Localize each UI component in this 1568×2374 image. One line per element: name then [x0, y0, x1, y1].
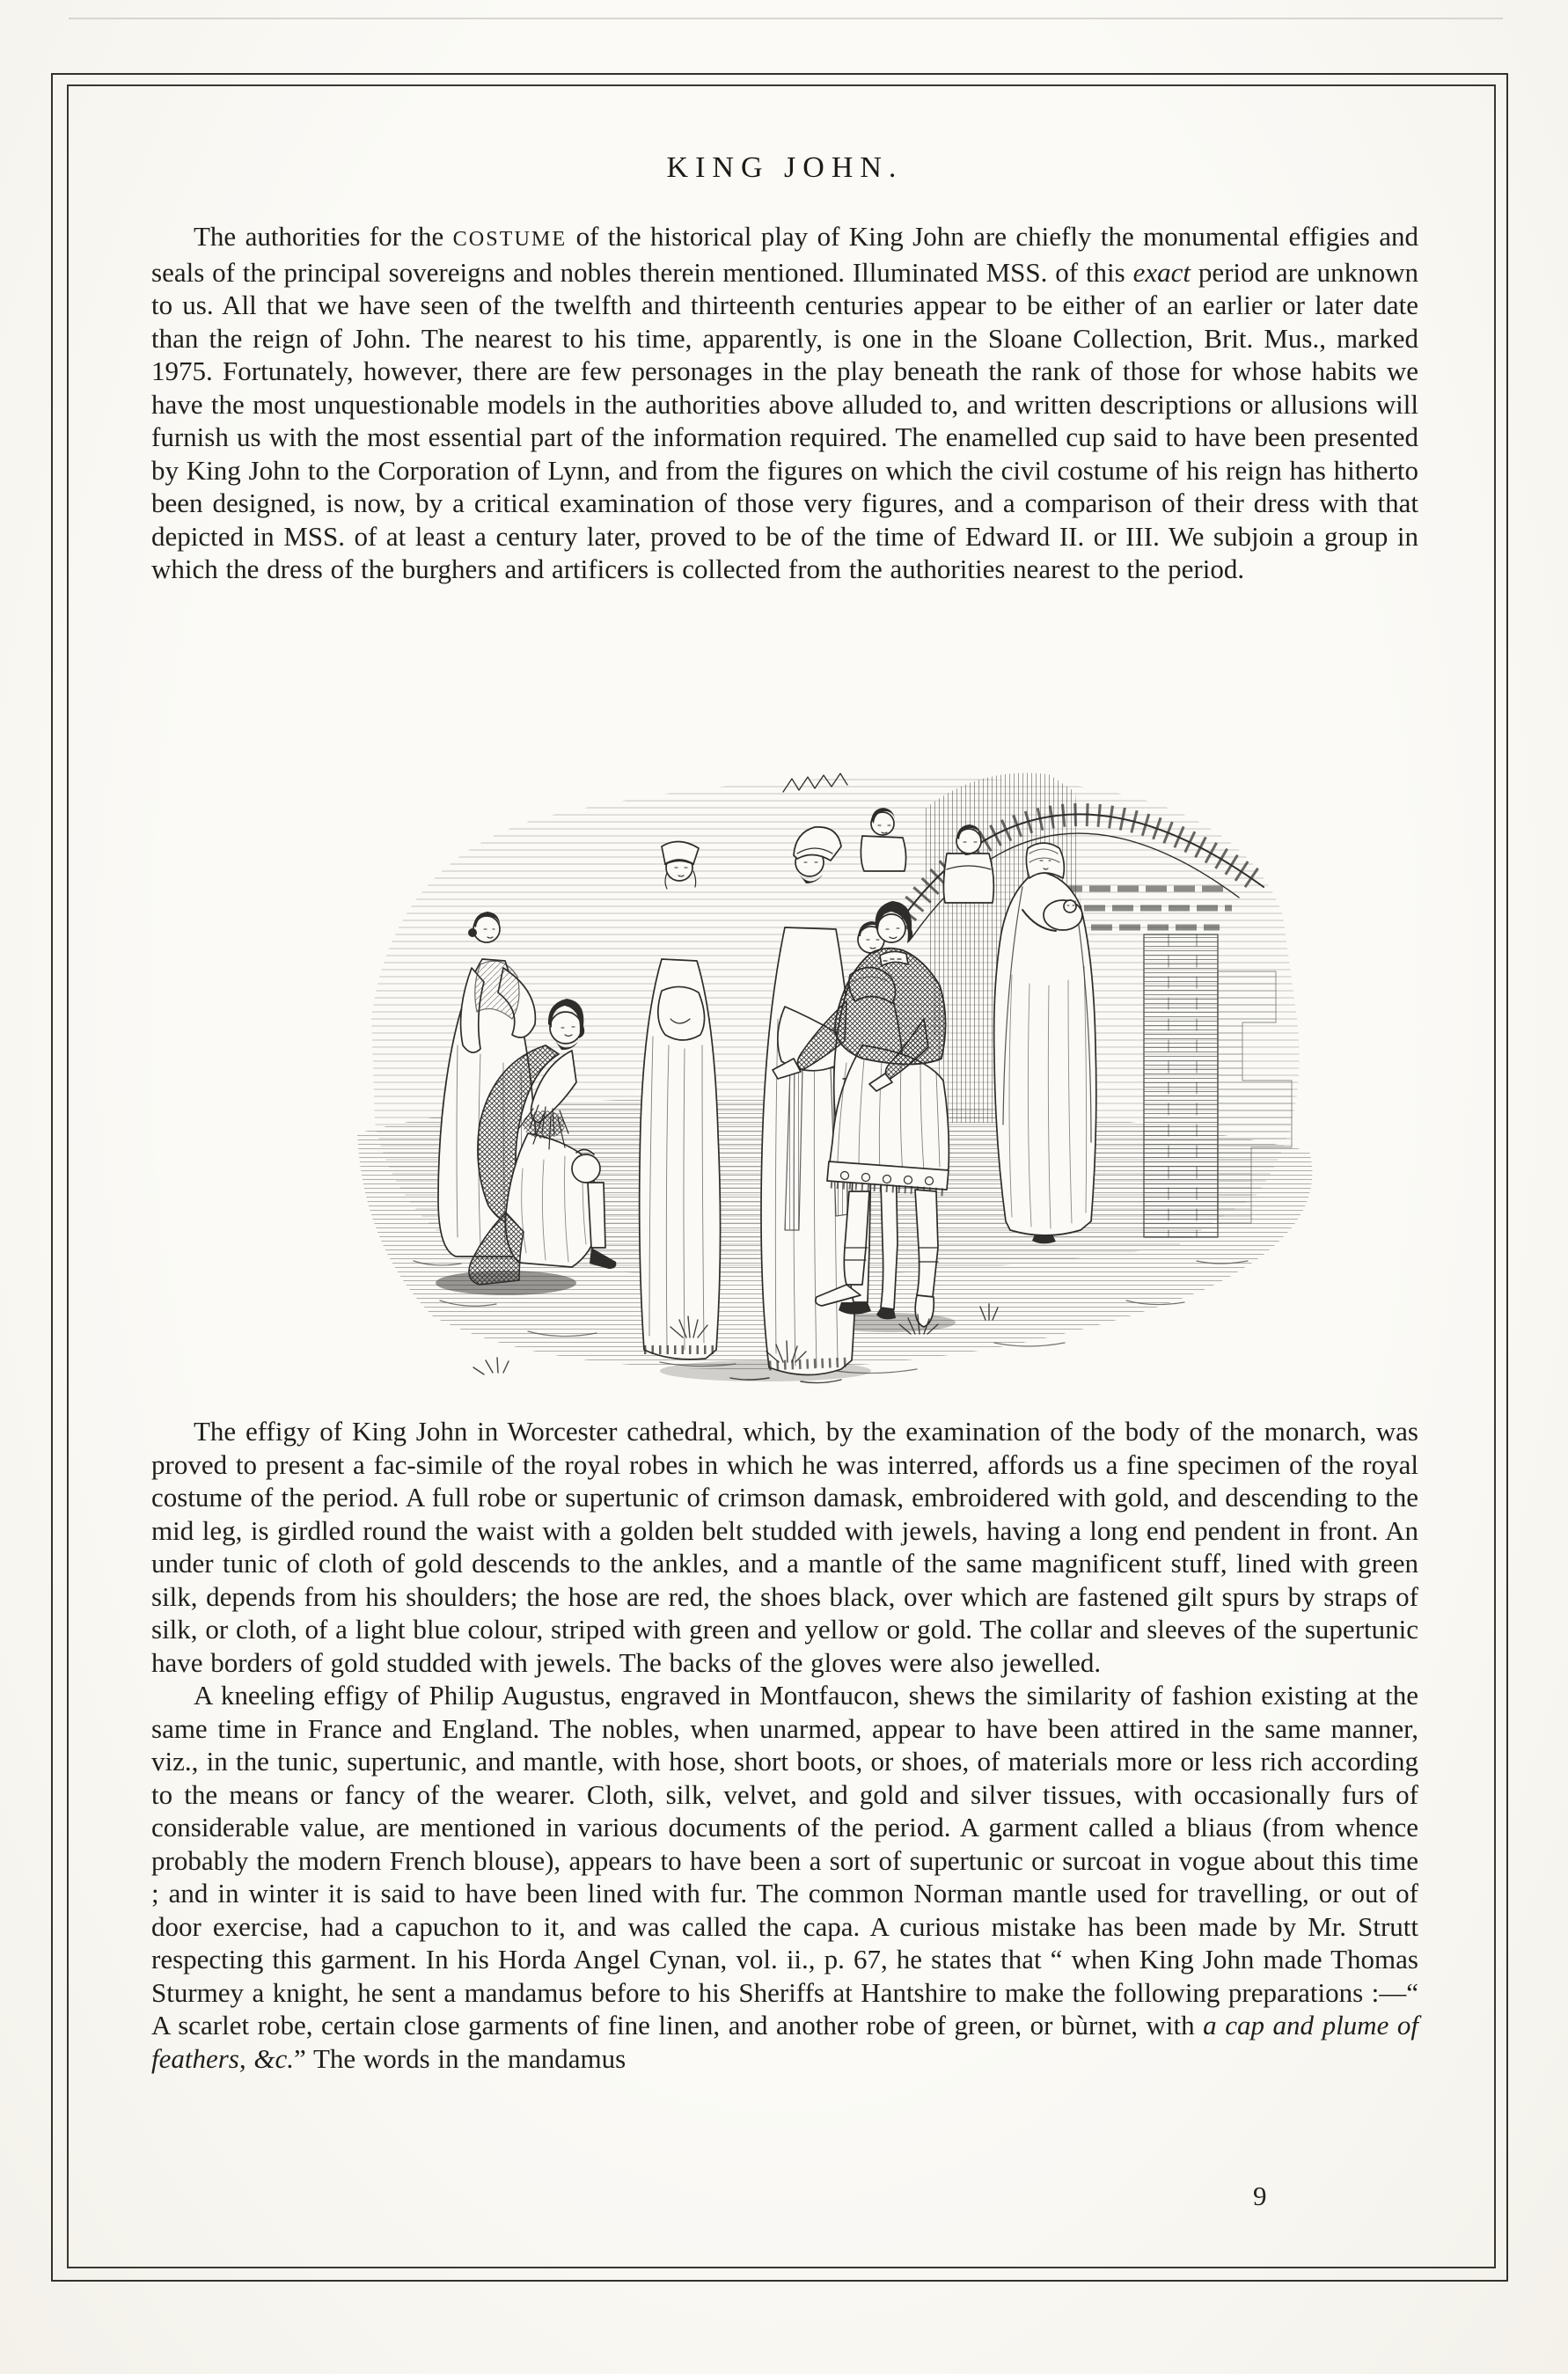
paragraph-authorities: The authorities for the COSTUME of the historical play of King John are chiefly the monumental effigies and seals of the principal sovereigns and nobles therein mentioned. Illuminated MSS. of this exact period are unknown to us. All that we have seen of the twelfth and thirteenth centuries appear to be either of an earlier or later date than the reign of John. The nearest to his time, apparently, is one in the Sloane Collection, Brit. Mus., marked 1975. Fortunately, however, there are few personages in the play beneath the rank of those for whose habits we have the most unquestionable models in the authorities above alluded to, and written descriptions or allusions will furnish us with the most essential part of the information required. The enamelled cup said to have been presented by King John to the Corporation of Lynn, and from the figures on which the civil costume of his reign has hitherto been designed, is now, by a critical examination of those very figures, and a comparison of their dress with that depicted in MSS. of at least a century later, proved to be of the time of Edward II. or III. We subjoin a group in which the dress of the burghers and artificers is collected from the authorities nearest to the period.	[151, 221, 1419, 584]
page-title: KING JOHN.	[666, 151, 904, 184]
page-number: 9	[1253, 2180, 1267, 2211]
scan-artifact-line	[69, 18, 1503, 19]
paragraph-kneeling-effigy: A kneeling effigy of Philip Augustus, engraved in Montfaucon, shews the similarity of fashion existing at the same time in France and England. The nobles, when unarmed, appear to have been attired in the same manner, viz., in the tunic, supertunic, and mantle, with hose, short boots, or shoes, of materials more or less rich according to the means or fancy of the wearer. Cloth, silk, velvet, and gold and silver tissues, with occasionally furs of considerable value, are mentioned in various documents of the period. A garment called a bliaus (from whence probably the modern French blouse), appears to have been a sort of supertunic or surcoat in vogue about this time ; and in winter it is said to have been lined with fur. The common Norman mantle used for travelling, or out of door exercise, had a capuchon to it, and was called the capa. A curious mistake has been made by Mr. Strutt respecting this garment. In his Horda Angel Cynan, vol. ii., p. 67, he states that “ when King John made Thomas Sturmey a knight, he sent a mandamus before to his Sheriffs at Hantshire to make the following preparations :—“ A scarlet robe, certain close garments of fine linen, and another robe of green, or bùrnet, with a cap and plume of feathers, &c.” The words in the mandamus	[151, 1680, 1418, 2074]
text-block-2	[151, 1415, 1418, 2075]
engraving-illustration	[308, 755, 1355, 1408]
text-block-1	[151, 220, 1418, 586]
paragraph-effigy: The effigy of King John in Worcester cathedral, which, by the examination of the body of the monarch, was proved to present a fac-simile of the royal robes in which he was interred, affords us a fine specimen of the royal costume of the period. A full robe or supertunic of crimson damask, embroidered with gold, and descending to the mid leg, is girdled round the waist with a golden belt studded with jewels, having a long end pendent in front. An under tunic of cloth of gold descends to the ankles, and a mantle of the same magnificent stuff, lined with green silk, depends from his shoulders; the hose are red, the shoes black, over which are fastened gilt spurs by straps of silk, or cloth, of a light blue colour, striped with green and yellow or gold. The collar and sleeves of the supertunic have borders of gold studded with jewels. The backs of the gloves were also jewelled.	[151, 1416, 1418, 1678]
